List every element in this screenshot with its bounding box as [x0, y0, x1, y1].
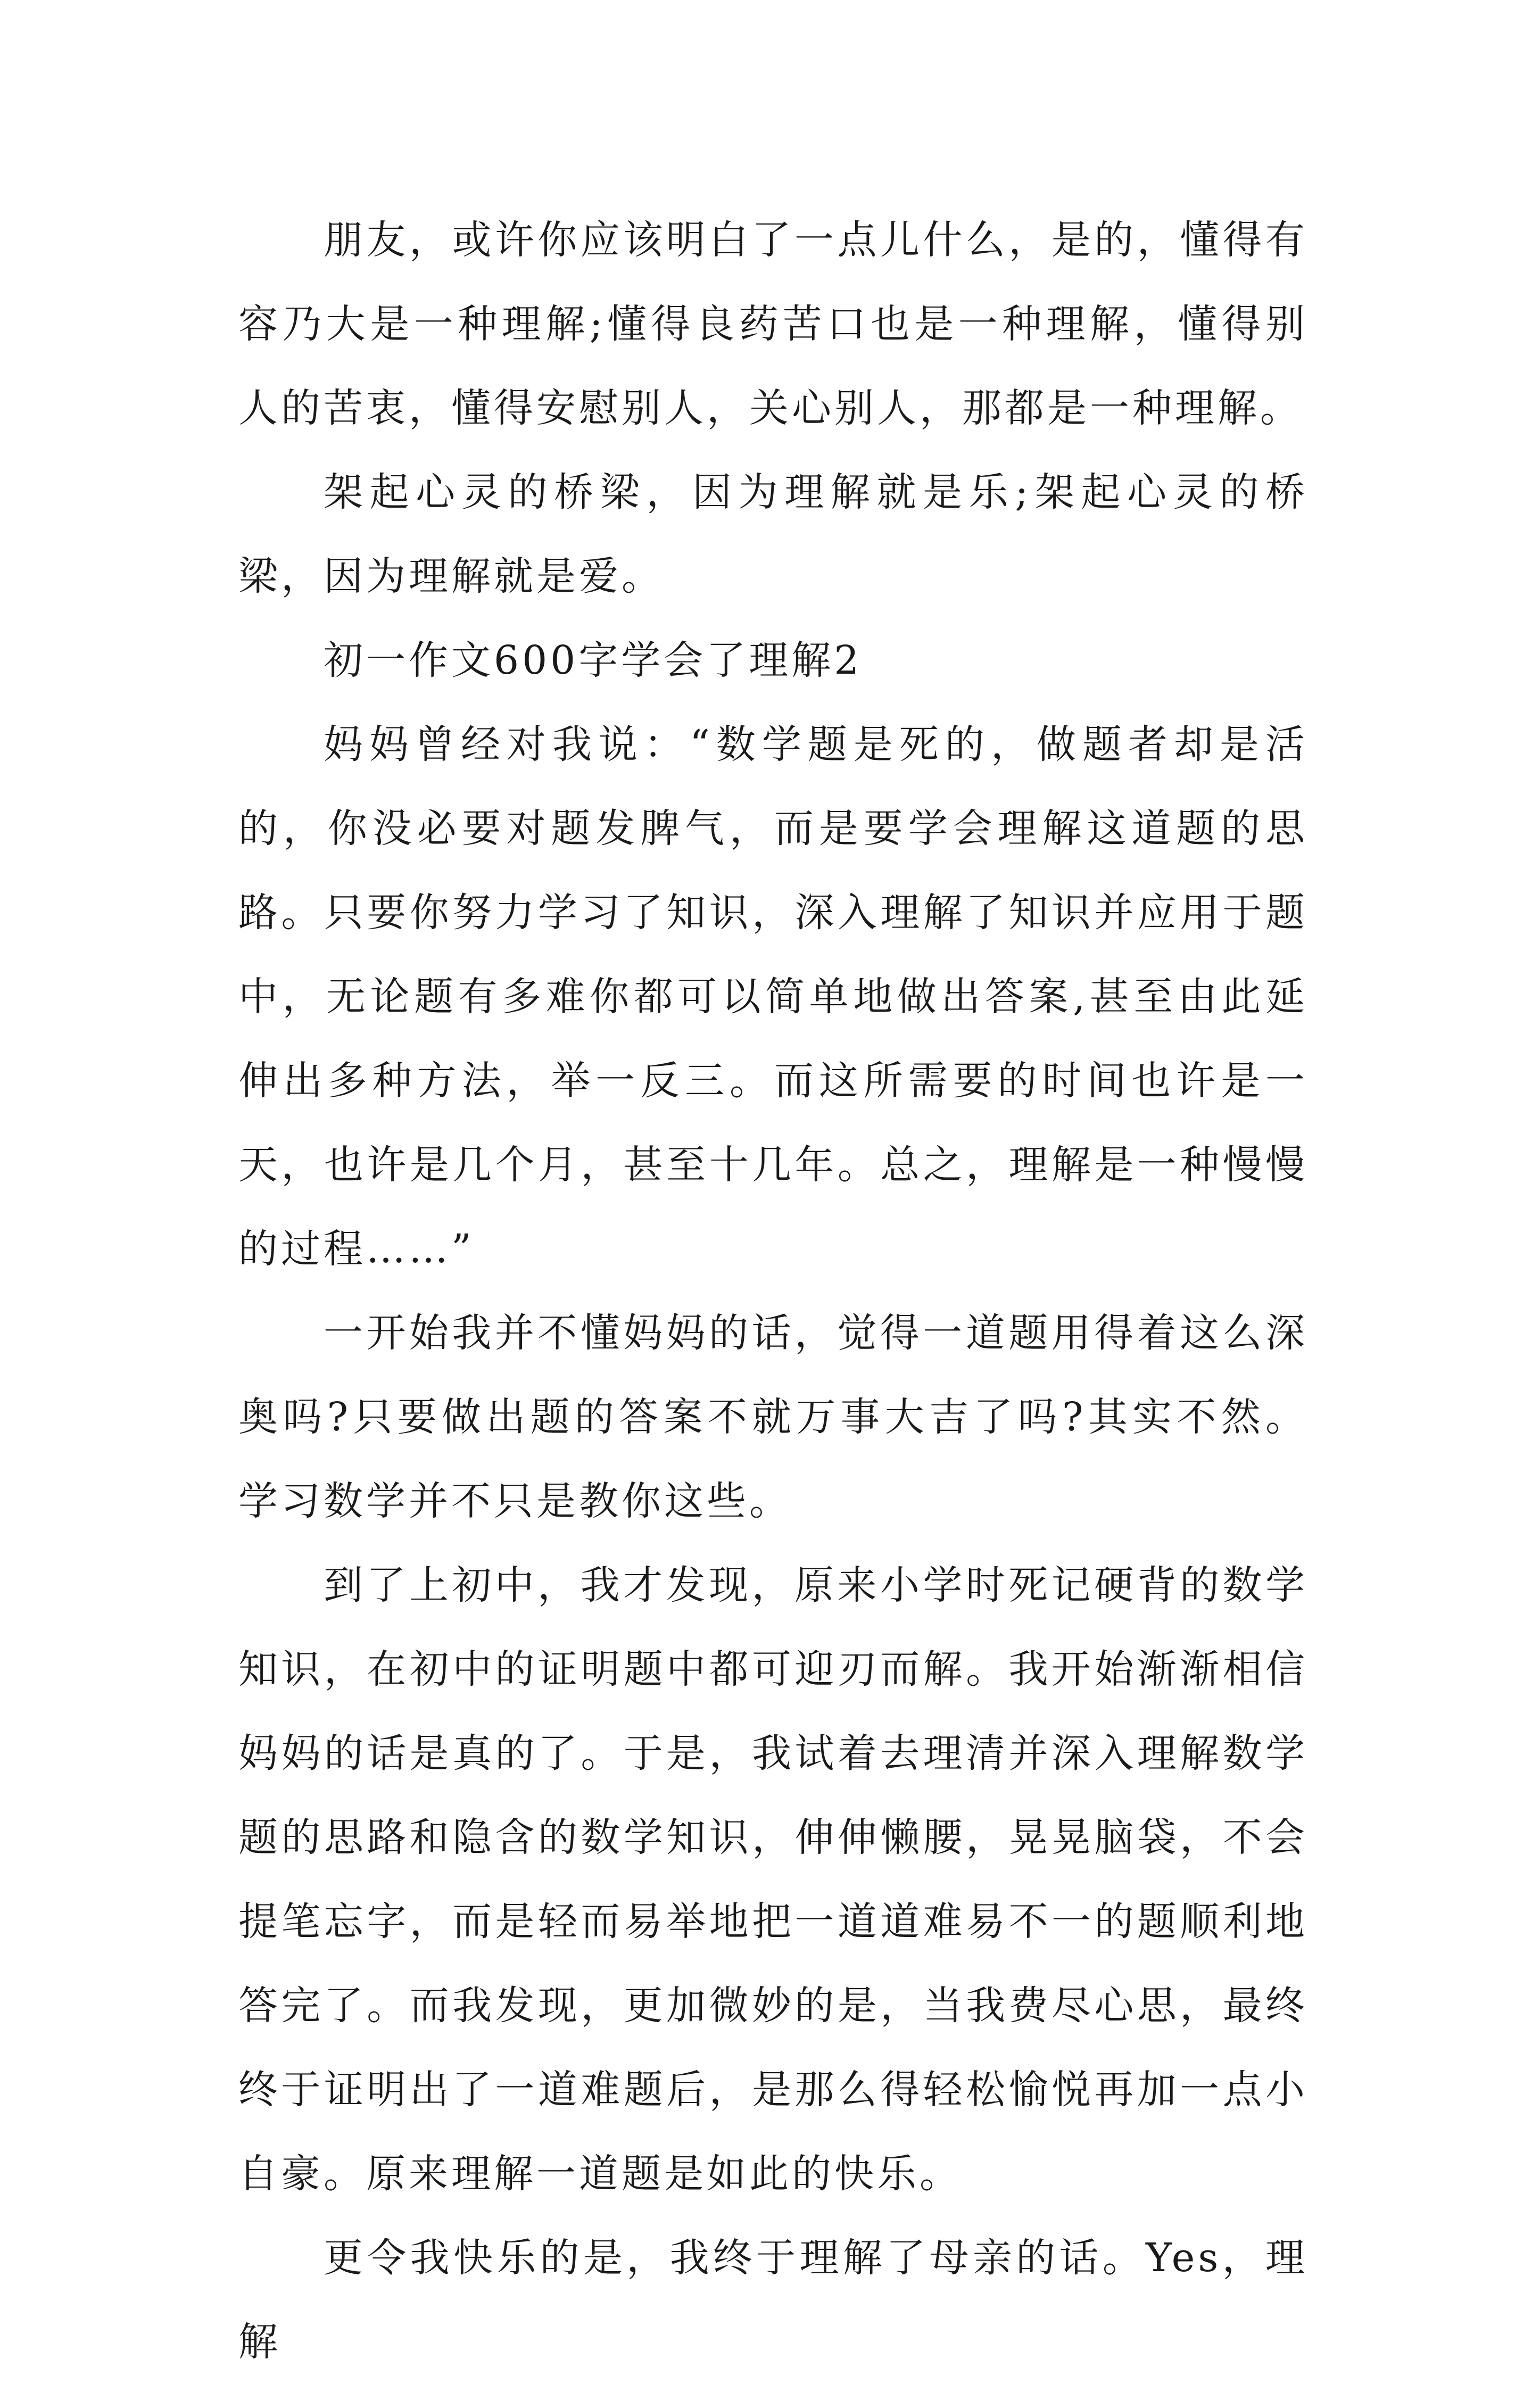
essay-title: 初一作文600字学会了理解2 [324, 638, 863, 683]
paragraph-bridge-of-hearts: 架起心灵的桥梁，因为理解就是乐;架起心灵的桥梁，因为理解就是爱。 [238, 469, 1308, 599]
paragraph-middle-school: 到了上初中，我才发现，原来小学时死记硬背的数学知识，在初中的证明题中都可迎刃而解。我开始渐渐相信妈妈的话是真的了。于是，我试着去理清并深入理解数学题的思路和隐含的数学知识，伸伸懒腰，晃晃脑袋，不会提笔忘字，而是轻而易举地把一道道难易不一的题顺利地答完了。而我发现，更加微妙的是，当我费尽心思，最终终于证明出了一道难题后，是那么得轻松愉悦再加一点小自豪。原来理解一道题是如此的快乐。 [238, 1562, 1308, 2197]
paragraph-understanding-intro: 朋友，或许你应该明白了一点儿什么，是的，懂得有容乃大是一种理解;懂得良药苦口也是一种理解，懂得别人的苦衷，懂得安慰别人，关心别人，那都是一种理解。 [238, 217, 1308, 431]
paragraph-initial-doubt: 一开始我并不懂妈妈的话，觉得一道题用得着这么深奥吗?只要做出题的答案不就万事大吉了吗?其实不然。学习数学并不只是教你这些。 [238, 1310, 1308, 1524]
paragraph-conclusion-start: 更令我快乐的是，我终于理解了母亲的话。Yes，理解 [238, 2235, 1308, 2365]
document-body [238, 198, 1308, 2384]
paragraph-mother-quote: 妈妈曾经对我说：“数学题是死的，做题者却是活的，你没必要对题发脾气，而是要学会理解这道题的思路。只要你努力学习了知识，深入理解了知识并应用于题中，无论题有多难你都可以简单地做出答案,甚至由此延伸出多种方法，举一反三。而这所需要的时间也许是一天，也许是几个月，甚至十几年。总之，理解是一种慢慢的过程……” [238, 722, 1308, 1272]
